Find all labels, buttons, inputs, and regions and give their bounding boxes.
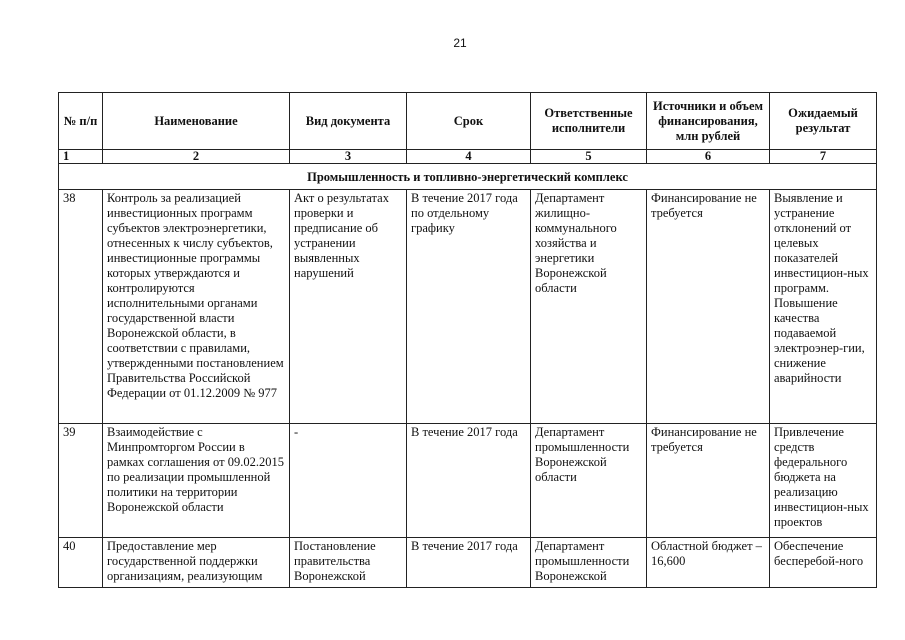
column-number: 7 bbox=[770, 150, 877, 164]
plan-table bbox=[58, 92, 877, 588]
row-number: 40 bbox=[59, 538, 103, 588]
section-row bbox=[59, 164, 877, 190]
header-executors: Ответственные исполнители bbox=[531, 93, 647, 150]
row-financing: Финансирование не требуется bbox=[647, 424, 770, 538]
column-number: 5 bbox=[531, 150, 647, 164]
row-result: Выявление и устранение отклонений от целевых показателей инвестицион-ных программ. Повышение качества подаваемой электроэнер-гии, снижение аварийности bbox=[770, 190, 877, 424]
row-result: Привлечение средств федерального бюджета на реализацию инвестицион-ных проектов bbox=[770, 424, 877, 538]
header-result: Ожидаемый результат bbox=[770, 93, 877, 150]
row-term: В течение 2017 года bbox=[407, 424, 531, 538]
row-term: В течение 2017 года по отдельному графику bbox=[407, 190, 531, 424]
table-row bbox=[59, 538, 877, 588]
column-number: 1 bbox=[59, 150, 103, 164]
table-row bbox=[59, 190, 877, 424]
row-result: Обеспечение бесперебой-ного bbox=[770, 538, 877, 588]
page-cutoff bbox=[0, 594, 905, 640]
section-title: Промышленность и топливно-энергетический комплекс bbox=[59, 164, 877, 190]
header-name: Наименование bbox=[103, 93, 290, 150]
row-name: Предоставление мер государственной поддержки организациям, реализующим bbox=[103, 538, 290, 588]
header-doc-type: Вид документа bbox=[290, 93, 407, 150]
row-number: 39 bbox=[59, 424, 103, 538]
row-doc-type: Постановление правительства Воронежской bbox=[290, 538, 407, 588]
column-number: 2 bbox=[103, 150, 290, 164]
row-financing: Областной бюджет – 16,600 bbox=[647, 538, 770, 588]
row-term: В течение 2017 года bbox=[407, 538, 531, 588]
row-number: 38 bbox=[59, 190, 103, 424]
row-executors: Департамент промышленности Воронежской области bbox=[531, 424, 647, 538]
row-executors: Департамент промышленности Воронежской bbox=[531, 538, 647, 588]
row-doc-type: Акт о результатах проверки и предписание об устранении выявленных нарушений bbox=[290, 190, 407, 424]
column-number: 4 bbox=[407, 150, 531, 164]
page-number: 21 bbox=[453, 36, 467, 50]
row-doc-type: - bbox=[290, 424, 407, 538]
column-number: 3 bbox=[290, 150, 407, 164]
header-num: № п/п bbox=[59, 93, 103, 150]
header-financing: Источники и объем финансирования, млн рублей bbox=[647, 93, 770, 150]
column-number: 6 bbox=[647, 150, 770, 164]
row-executors: Департамент жилищно-коммунального хозяйства и энергетики Воронежской области bbox=[531, 190, 647, 424]
row-name: Взаимодействие с Минпромторгом России в рамках соглашения от 09.02.2015 по реализации промышленной политики на территории Воронежской области bbox=[103, 424, 290, 538]
row-name: Контроль за реализацией инвестиционных программ субъектов электроэнергетики, отнесенных к числу субъектов, инвестиционные программы которых утверждаются и контролируются исполнительными органами государственной власти Воронежской области, в соответствии с правилами, утвержденными постановлением Правительства Российской Федерации от 01.12.2009 № 977 bbox=[103, 190, 290, 424]
table-row bbox=[59, 424, 877, 538]
header-row bbox=[59, 93, 877, 150]
row-financing: Финансирование не требуется bbox=[647, 190, 770, 424]
column-number-row bbox=[59, 150, 877, 164]
header-term: Срок bbox=[407, 93, 531, 150]
